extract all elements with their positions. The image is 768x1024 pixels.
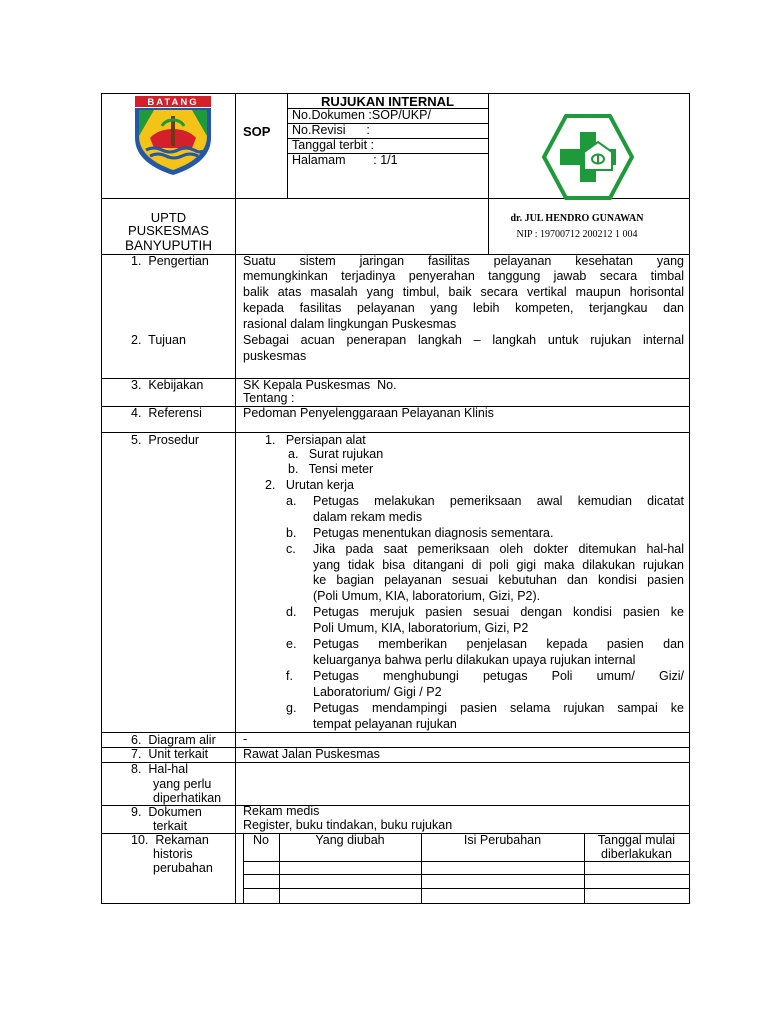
label-rekaman-historis: historis: [153, 847, 193, 861]
divider: [235, 94, 236, 903]
pengertian-line: memungkinkan terjadinya penyerahan tanggung jawab secara timbal: [243, 269, 684, 283]
kebijakan-line: Tentang :: [243, 391, 295, 405]
puskesmas-logo: [540, 114, 636, 200]
prosedur-item-marker: a.: [286, 494, 297, 508]
label-kebijakan: 3. Kebijakan: [131, 378, 204, 392]
prosedur-item-line: Poli Umum, KIA, laboratorium, Gizi, P2: [313, 621, 529, 635]
label-diagram-alir: 6. Diagram alir: [131, 733, 216, 747]
prosedur-substep: a. Surat rujukan: [288, 447, 384, 461]
prosedur-item-line: dalam rekam medis: [313, 510, 423, 524]
label-unit-terkait: 7. Unit terkait: [131, 747, 209, 761]
prosedur-step: 2. Urutan kerja: [265, 478, 354, 492]
label-hal-hal: 8. Hal-hal: [131, 762, 188, 776]
prosedur-item-marker: f.: [286, 669, 293, 683]
label-hal-hal: diperhatikan: [153, 791, 222, 805]
history-table: [243, 833, 689, 903]
document-title: RUJUKAN INTERNAL: [321, 94, 454, 109]
table-header-isi-perubahan: Isi Perubahan: [463, 833, 542, 847]
table-header-yang-diubah: Yang diubah: [315, 833, 385, 847]
unit-name-line3: BANYUPUTIH: [124, 238, 212, 253]
kebijakan-line: SK Kepala Puskesmas No.: [243, 378, 397, 392]
prosedur-item-marker: g.: [286, 701, 297, 715]
prosedur-item-marker: c.: [286, 542, 296, 556]
prosedur-item-line: Jika pada saat pemeriksaan oleh dokter ditemukan hal-hal: [313, 542, 684, 556]
label-prosedur: 5. Prosedur: [131, 433, 200, 447]
label-rekaman-historis: 10. Rekaman: [131, 833, 209, 847]
label-pengertian: 1. Pengertian: [131, 254, 209, 268]
diagram-alir-value: -: [243, 732, 248, 746]
label-dokumen-terkait: 9. Dokumen: [131, 805, 202, 819]
signer-name: dr. JUL HENDRO GUNAWAN: [510, 213, 644, 224]
page-info: Halamam : 1/1: [292, 153, 398, 167]
unit-name-line1: UPTD: [150, 210, 187, 225]
table-header-tanggal: diberlakukan: [601, 847, 672, 861]
prosedur-item-line: Petugas memberikan penjelasan kepada pasien dan: [313, 637, 684, 651]
label-rekaman-historis: perubahan: [153, 861, 213, 875]
prosedur-item-line: Petugas melakukan pemeriksaan awal kemudian dicatat: [313, 494, 684, 508]
sop-label: SOP: [243, 124, 271, 139]
prosedur-item-line: Petugas menentukan diagnosis sementara.: [313, 526, 554, 540]
pengertian-line: balik atas masalah yang timbul, baik secara vertikal maupun horisontal: [243, 285, 684, 299]
revision-number: No.Revisi :: [292, 123, 370, 137]
prosedur-item-line: tempat pelayanan rujukan: [313, 717, 457, 731]
prosedur-item-marker: e.: [286, 637, 297, 651]
issue-date: Tanggal terbit :: [292, 138, 374, 152]
prosedur-item-line: keluarganya bahwa perlu dilakukan upaya rujukan internal: [313, 653, 636, 667]
prosedur-substep: b. Tensi meter: [288, 462, 374, 476]
table-header-tanggal: Tanggal mulai: [597, 833, 676, 847]
label-hal-hal: yang perlu: [153, 777, 212, 791]
unit-terkait-value: Rawat Jalan Puskesmas: [243, 747, 380, 761]
label-tujuan: 2. Tujuan: [131, 333, 186, 347]
svg-text:BATANG: BATANG: [147, 97, 199, 108]
prosedur-step: 1. Persiapan alat: [265, 433, 366, 447]
pengertian-line: rasional dalam lingkungan Puskesmas: [243, 317, 457, 331]
label-dokumen-terkait: terkait: [153, 819, 188, 833]
signer-nip: NIP : 19700712 200212 1 004: [516, 229, 638, 240]
pengertian-line: Suatu sistem jaringan fasilitas pelayanan kesehatan yang: [243, 254, 684, 268]
tujuan-line: puskesmas: [243, 349, 307, 363]
referensi-text: Pedoman Penyelenggaraan Pelayanan Klinis: [243, 406, 494, 420]
prosedur-item-line: Laboratorium/ Gigi / P2: [313, 685, 442, 699]
doc-number: No.Dokumen :SOP/UKP/: [292, 108, 431, 122]
prosedur-item-line: yang tidak bisa ditangani di poli gigi maka dilakukan rujukan: [313, 558, 684, 572]
sop-document: [101, 93, 690, 904]
prosedur-item-marker: d.: [286, 605, 297, 619]
dokumen-terkait-line: Rekam medis: [243, 804, 320, 818]
tujuan-line: Sebagai acuan penerapan langkah – langkah untuk rujukan internal: [243, 333, 684, 347]
divider: [287, 94, 288, 198]
dokumen-terkait-line: Register, buku tindakan, buku rujukan: [243, 818, 453, 832]
table-header-no: No: [253, 833, 269, 847]
unit-name-line2: PUSKESMAS: [128, 223, 209, 238]
prosedur-item-line: (Poli Umum, KIA, laboratorium, Gizi, P2).: [313, 589, 541, 603]
prosedur-item-marker: b.: [286, 526, 297, 540]
prosedur-item-line: Petugas mendampingi pasien selama rujukan sampai ke: [313, 701, 684, 715]
label-referensi: 4. Referensi: [131, 406, 202, 420]
prosedur-item-line: Petugas merujuk pasien sesuai dengan kondisi pasien ke: [313, 605, 684, 619]
prosedur-item-line: ke bagian pelayanan sesuai kebutuhan dan kondisi pasien: [313, 573, 684, 587]
prosedur-item-line: Petugas menghubungi petugas Poli umum/ Gizi/: [313, 669, 684, 683]
pengertian-line: kepada fasilitas pelayanan yang lebih kompeten, terjangkau dan: [243, 301, 684, 315]
batang-crest-logo: [132, 96, 214, 176]
